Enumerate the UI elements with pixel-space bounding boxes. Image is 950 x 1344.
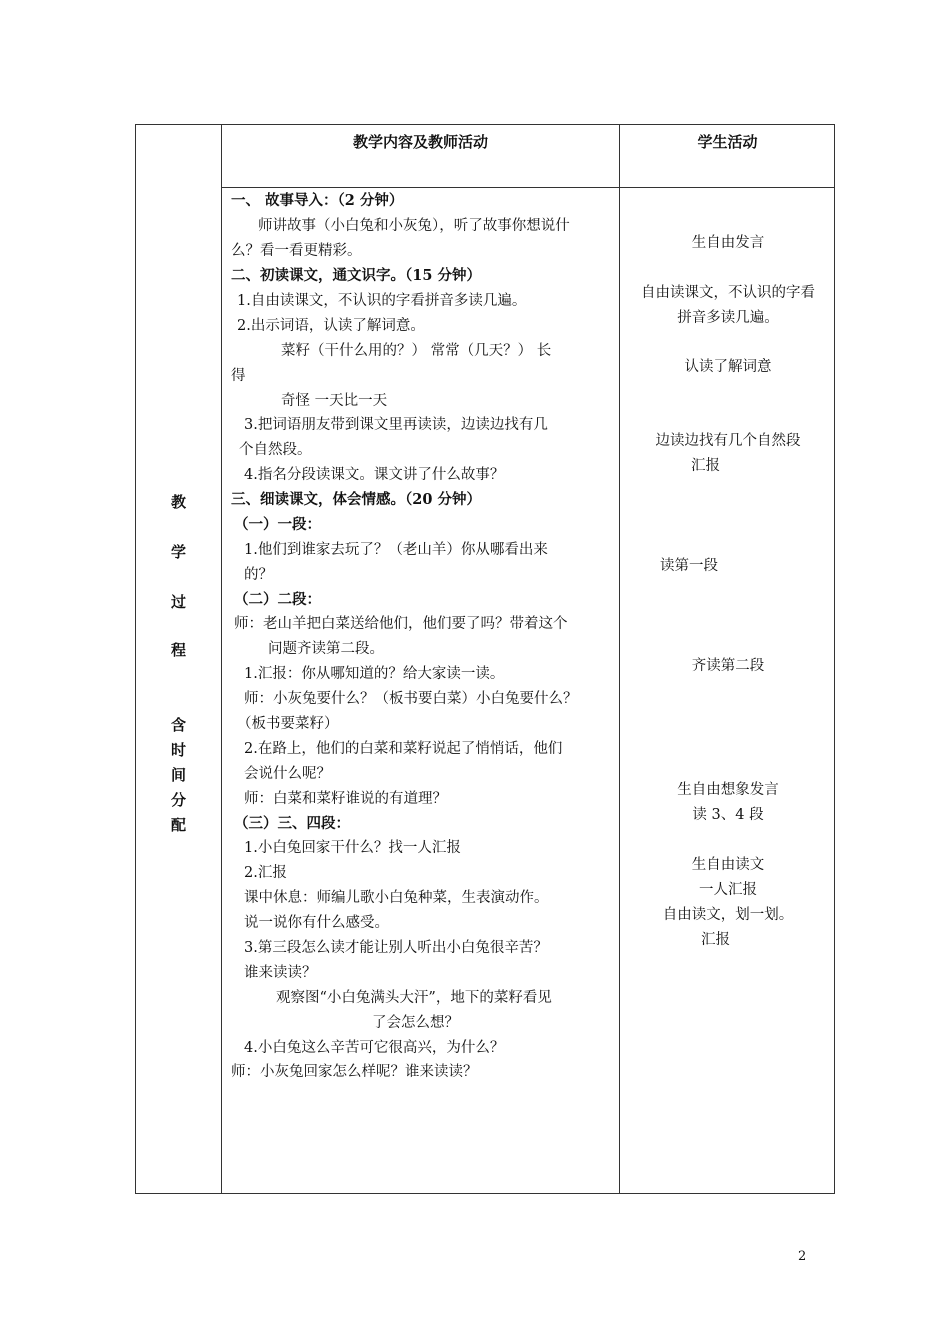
side-char: 时 (170, 741, 186, 759)
student-activity-line: 汇报 (691, 458, 720, 474)
content-line: 2.出示词语，认读了解词意。 (237, 318, 425, 334)
content-line: 1.他们到谁家去玩了？（老山羊）你从哪看出来 (244, 542, 548, 558)
content-line: 问题齐读第二段。 (268, 641, 384, 657)
side-char: 分 (170, 791, 186, 809)
student-activity-line: 汇报 (701, 932, 730, 948)
content-line: 谁来读读？ (244, 965, 317, 981)
content-line: 师：老山羊把白菜送给他们，他们要了吗？带着这个 (234, 616, 568, 632)
content-line: 师：白菜和菜籽谁说的有道理？ (244, 791, 447, 807)
header-student-activity: 学生活动 (697, 133, 758, 151)
content-line: 1.小白兔回家干什么？找一人汇报 (244, 840, 461, 856)
content-line: 3.第三段怎么读才能让别人听出小白兔很辛苦？ (244, 940, 548, 956)
student-activity-line: 读 3、4 段 (692, 807, 764, 823)
content-line: 师：小灰兔回家怎么样呢？谁来读读？ (231, 1064, 478, 1080)
side-char: 过 (170, 593, 186, 611)
student-activity-line: 一人汇报 (699, 882, 757, 898)
column-divider (221, 125, 222, 1193)
content-line: 得 (231, 368, 246, 384)
student-activity-line: 生自由读文 (691, 857, 765, 873)
subsection-heading: （三）三、四段： (234, 815, 350, 832)
subsection-heading: （二）二段： (234, 591, 321, 608)
student-activity-line: 边读边找有几个自然段 (655, 433, 801, 449)
section-heading: 二、初读课文，通文识字。（15 分钟） (231, 267, 481, 284)
side-char: 配 (170, 816, 186, 834)
content-line: 课中休息：师编儿歌小白兔种菜，生表演动作。 (244, 890, 549, 906)
side-char: 学 (170, 543, 186, 561)
content-line: 师讲故事（小白兔和小灰兔），听了故事你想说什 (258, 218, 570, 234)
column-divider (619, 125, 620, 1193)
student-activity-line: 认读了解词意 (684, 359, 772, 375)
content-line: 3.把词语朋友带到课文里再读读，边读边找有几 (244, 417, 548, 433)
content-line: 4.小白兔这么辛苦可它很高兴，为什么？ (244, 1040, 505, 1056)
page-number: 2 (798, 1249, 807, 1264)
content-line: 么？看一看更精彩。 (231, 243, 362, 259)
student-activity-line: 生自由想象发言 (677, 782, 779, 798)
student-activity-line: 自由读文，划一划。 (662, 907, 794, 923)
student-activity-line: 读第一段 (660, 558, 718, 574)
content-line: 会说什么呢？ (244, 766, 331, 782)
student-activity-line: 齐读第二段 (691, 658, 765, 674)
section-heading: 三、细读课文，体会情感。（20 分钟） (231, 491, 481, 508)
student-activity-line: 自由读课文，不认识的字看 (641, 285, 815, 301)
content-line: 个自然段。 (239, 442, 312, 458)
content-line: 1.汇报：你从哪知道的？给大家读一读。 (244, 666, 505, 682)
content-line: 2.在路上，他们的白菜和菜籽说起了悄悄话，他们 (244, 741, 563, 757)
content-line: 说一说你有什么感受。 (244, 915, 389, 931)
header-teacher-content: 教学内容及教师活动 (352, 133, 488, 151)
side-char: 含 (170, 716, 186, 734)
side-char: 教 (170, 493, 186, 511)
content-line: 2.汇报 (244, 865, 287, 881)
student-activity-line: 生自由发言 (691, 235, 765, 251)
header-divider (221, 187, 834, 188)
section-heading: 一、 故事导入：（2 分钟） (231, 192, 404, 209)
lesson-plan-table (135, 124, 835, 1194)
content-line: （板书要菜籽） (237, 716, 339, 732)
content-line: 4.指名分段读课文。课文讲了什么故事？ (244, 467, 505, 483)
content-line: 观察图“小白兔满头大汗”，地下的菜籽看见 (276, 990, 552, 1006)
side-char: 程 (170, 641, 186, 659)
content-line: 的？ (244, 567, 273, 583)
student-activity-line: 拼音多读几遍。 (677, 310, 779, 326)
side-char: 间 (170, 766, 186, 784)
content-line: 了会怎么想？ (372, 1015, 459, 1031)
content-line: 1.自由读课文，不认识的字看拼音多读几遍。 (237, 293, 527, 309)
content-line: 菜籽（干什么用的？） 常常（几天？） 长 (281, 343, 552, 359)
content-line: 奇怪 一天比一天 (281, 393, 388, 409)
subsection-heading: （一）一段： (234, 516, 321, 533)
content-line: 师：小灰兔要什么？（板书要白菜）小白兔要什么？ (244, 691, 578, 707)
